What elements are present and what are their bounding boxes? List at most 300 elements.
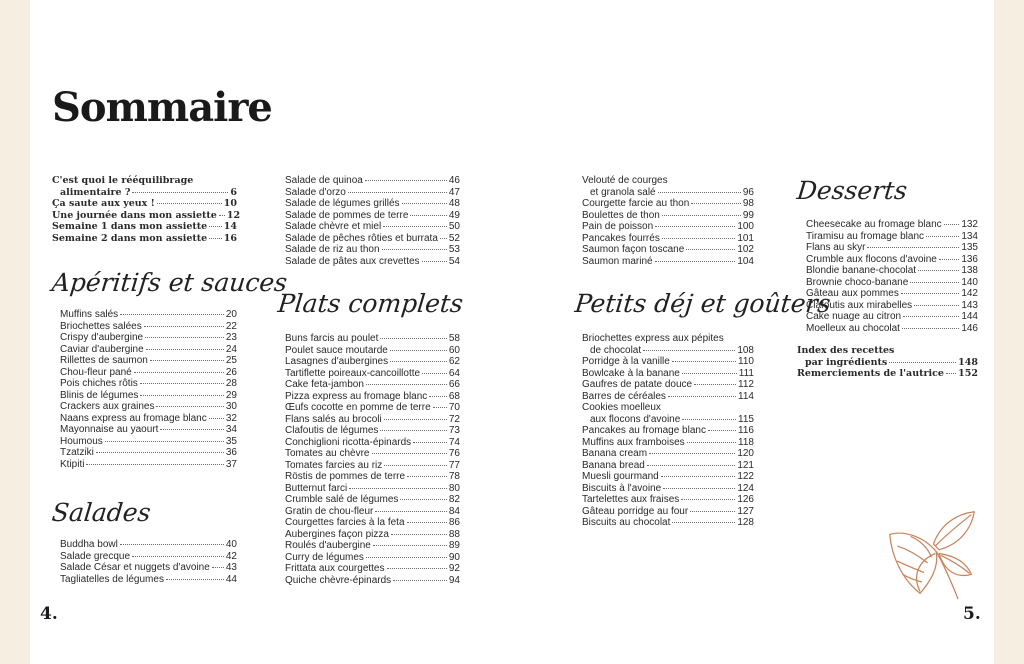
dot-leader [708, 430, 736, 431]
toc-entry [806, 231, 978, 243]
toc-entry [582, 414, 754, 426]
toc-entry-page: 110 [738, 356, 754, 367]
toc-entry [285, 368, 460, 380]
toc-entry [52, 209, 241, 222]
toc-entry [582, 460, 754, 472]
toc-entry [60, 401, 237, 413]
desserts-list [806, 219, 978, 334]
toc-entry [582, 448, 754, 460]
dot-leader [901, 293, 959, 294]
folio-right: 5. [963, 604, 981, 624]
toc-entry-label: Cake feta-jambon [285, 379, 364, 390]
toc-entry [285, 233, 460, 245]
toc-entry [285, 198, 460, 210]
toc-entry [806, 300, 978, 312]
toc-entry [60, 332, 237, 344]
toc-entry [582, 379, 754, 391]
toc-entry [285, 506, 460, 518]
dot-leader [120, 314, 224, 315]
dot-leader [663, 488, 735, 489]
toc-entry-page: 142 [961, 288, 978, 299]
dot-leader [132, 556, 224, 557]
toc-entry-label: Salade de pommes de terre [285, 209, 409, 221]
toc-entry [285, 563, 460, 575]
toc-entry-page: 58 [448, 333, 460, 344]
toc-entry [797, 357, 978, 369]
toc-entry-label: Tomates farcies au riz [285, 459, 383, 471]
toc-entry-label: Poulet sauce moutarde [285, 344, 388, 356]
toc-entry-page: 53 [448, 244, 460, 255]
toc-entry-label: par ingrédients [805, 356, 888, 368]
toc-entry-label: Flans au skyr [806, 242, 866, 253]
toc-entry [285, 425, 460, 437]
dot-leader [209, 238, 222, 239]
toc-entry-label: Briochettes salées [60, 320, 142, 332]
dot-leader [662, 238, 735, 239]
toc-entry-label: Crispy d'aubergine [60, 332, 144, 343]
toc-entry [285, 256, 460, 268]
toc-entry [582, 244, 754, 256]
toc-entry [806, 288, 978, 300]
dot-leader [372, 453, 447, 454]
toc-entry-page: 12 [226, 209, 241, 221]
toc-entry-label: Une journée dans mon assiette [52, 209, 217, 221]
toc-entry-page: 126 [737, 494, 754, 505]
toc-entry-page: 54 [448, 255, 460, 267]
toc-entry [582, 368, 754, 380]
toc-entry-page: 100 [737, 221, 754, 232]
toc-entry-page: 136 [961, 253, 978, 265]
toc-entry-label: et granola salé [590, 186, 656, 198]
toc-entry-label: Buddha bowl [60, 539, 118, 550]
dot-leader [209, 418, 224, 419]
section-title-aperitifs: Apéritifs et sauces [50, 268, 289, 297]
toc-entry-label: Crumble aux flocons d'avoine [806, 253, 937, 265]
toc-entry-label: Gâteau aux pommes [806, 288, 899, 299]
toc-entry-page: 62 [448, 356, 460, 367]
toc-entry-label: Röstis de pommes de terre [285, 471, 406, 482]
dot-leader [649, 453, 735, 454]
dot-leader [383, 226, 447, 227]
dot-leader [668, 396, 736, 397]
toc-entry-page: 138 [961, 265, 978, 276]
dot-leader [393, 580, 447, 581]
toc-entry [806, 277, 978, 289]
toc-entry-page: 96 [742, 186, 754, 198]
toc-entry-label: Salade chèvre et miel [285, 221, 382, 232]
toc-entry-page: 29 [225, 389, 237, 401]
toc-entry-page: 89 [448, 540, 460, 551]
toc-entry [60, 378, 237, 390]
toc-entry-label: Quiche chèvre-épinards [285, 574, 392, 586]
toc-entry-label: Banana bread [582, 459, 645, 471]
toc-entry [60, 562, 237, 574]
toc-entry-label: Crackers aux graines [60, 401, 155, 412]
dot-leader [410, 215, 446, 216]
dot-leader [647, 465, 735, 466]
dot-leader [910, 282, 959, 283]
dot-leader [939, 259, 959, 260]
toc-entry-page: 37 [225, 458, 237, 470]
dot-leader [373, 545, 447, 546]
toc-entry-label: Saumon mariné [582, 255, 653, 267]
dot-leader [889, 362, 956, 363]
toc-entry-page: 80 [448, 482, 460, 494]
toc-entry [285, 210, 460, 222]
toc-entry [285, 414, 460, 426]
toc-entry-label: Salade d'orzo [285, 186, 346, 198]
dot-leader [382, 249, 447, 250]
toc-entry-label: Salade de pâtes aux crevettes [285, 255, 420, 267]
toc-entry-label: Blinis de légumes [60, 389, 139, 401]
toc-entry [285, 575, 460, 587]
toc-entry [806, 219, 978, 231]
aperitifs-list [60, 309, 237, 470]
dot-leader [681, 499, 735, 500]
toc-entry-label: Ça saute aux yeux ! [52, 198, 155, 209]
toc-entry-label: Clafoutis aux mirabelles [806, 299, 913, 311]
toc-entry [806, 311, 978, 323]
appendix-list [797, 345, 978, 380]
section-title-desserts: Desserts [795, 176, 909, 205]
dot-leader [384, 419, 447, 420]
toc-entry-label: Conchiglioni ricotta-épinards [285, 436, 412, 448]
dot-leader [365, 180, 447, 181]
page-title: Sommaire [52, 84, 272, 131]
dot-leader [366, 384, 447, 385]
dot-leader [348, 192, 447, 193]
basil-leaf-illustration [884, 506, 979, 601]
dot-leader [422, 261, 447, 262]
toc-entry-label: Roulés d'aubergine [285, 540, 371, 551]
toc-entry [285, 494, 460, 506]
dot-leader [380, 338, 446, 339]
dot-leader [682, 373, 737, 374]
toc-entry-page: 10 [223, 198, 237, 209]
toc-entry-label: de chocolat [590, 344, 642, 356]
dot-leader [422, 373, 447, 374]
toc-entry-label: Tartiflette poireaux-cancoillotte [285, 367, 421, 379]
toc-entry-page: 48 [448, 198, 460, 209]
toc-entry [806, 265, 978, 277]
dot-leader [944, 224, 960, 225]
toc-entry-label: C'est quoi le rééquilibrage [52, 175, 194, 186]
toc-entry-label: Brownie choco-banane [806, 276, 909, 288]
toc-entry [582, 506, 754, 518]
toc-entry-page: 16 [223, 232, 237, 244]
dot-leader [157, 203, 222, 204]
toc-entry-page: 140 [961, 276, 978, 288]
toc-entry-label: Frittata aux courgettes [285, 563, 385, 574]
toc-entry-label: Pancakes au fromage blanc [582, 425, 706, 436]
toc-entry [60, 447, 237, 459]
dot-leader [643, 350, 735, 351]
toc-entry-label: Salade César et nuggets d'avoine [60, 562, 210, 573]
toc-entry-label: Saumon façon toscane [582, 244, 685, 255]
salades-continued-list [285, 175, 460, 267]
toc-entry-page: 20 [225, 309, 237, 320]
toc-entry [797, 345, 978, 357]
dot-leader [914, 305, 959, 306]
dot-leader [390, 350, 447, 351]
dot-leader [156, 406, 223, 407]
toc-entry-label: Flans salés au brocoli [285, 413, 382, 425]
toc-entry [60, 539, 237, 551]
toc-entry-page: 132 [961, 219, 978, 230]
toc-entry-label: Mayonnaise au yaourt [60, 424, 159, 435]
toc-entry-page: 72 [448, 413, 460, 425]
toc-entry-page: 68 [448, 390, 460, 402]
toc-entry-label: Muesli gourmand [582, 471, 659, 482]
toc-entry [60, 436, 237, 448]
toc-entry-label: Tzatziki [60, 447, 94, 458]
toc-entry [285, 529, 460, 541]
dot-leader [658, 192, 741, 193]
toc-entry-page: 108 [737, 344, 754, 356]
dot-leader [429, 396, 447, 397]
toc-entry [52, 233, 237, 245]
toc-entry-page: 92 [448, 563, 460, 574]
toc-entry-label: Muffins aux framboises [582, 436, 685, 448]
toc-entry-page: 104 [737, 255, 754, 267]
dot-leader [691, 203, 741, 204]
toc-entry [60, 309, 237, 321]
toc-entry [806, 323, 978, 335]
toc-entry-page: 66 [448, 379, 460, 390]
toc-entry [806, 242, 978, 254]
plats-list [285, 333, 460, 586]
toc-entry-label: Gâteau porridge au four [582, 505, 689, 517]
toc-entry-label: Chou-fleur pané [60, 366, 132, 378]
toc-entry-label: Salade de riz au thon [285, 244, 380, 255]
toc-entry [60, 574, 237, 586]
toc-entry-label: Crumble salé de légumes [285, 494, 399, 505]
toc-entry-page: 47 [448, 186, 460, 198]
toc-entry-label: Tiramisu au fromage blanc [806, 230, 925, 242]
toc-entry-page: 14 [223, 221, 237, 232]
toc-entry-label: Naans express au fromage blanc [60, 412, 207, 424]
toc-entry-page: 30 [225, 401, 237, 412]
dot-leader [867, 247, 959, 248]
toc-entry [60, 413, 237, 425]
dot-leader [144, 326, 224, 327]
dot-leader [145, 337, 224, 338]
toc-entry-page: 135 [961, 242, 978, 253]
dot-leader [366, 557, 447, 558]
toc-entry-page: 44 [225, 573, 237, 585]
dot-leader [390, 361, 447, 362]
toc-entry [582, 345, 754, 357]
toc-entry [582, 187, 754, 199]
toc-entry-label: Tartelettes aux fraises [582, 494, 680, 505]
dot-leader [140, 395, 224, 396]
toc-entry-page: 78 [448, 471, 460, 482]
toc-entry-label: Muffins salés [60, 309, 119, 320]
toc-entry-page: 22 [225, 320, 237, 332]
toc-entry-page: 152 [958, 368, 978, 379]
toc-entry [285, 437, 460, 449]
toc-entry-page: 122 [737, 471, 754, 482]
toc-entry-page: 94 [448, 574, 460, 586]
dot-leader [672, 522, 735, 523]
toc-entry-page: 84 [448, 505, 460, 517]
dot-leader [662, 215, 741, 216]
toc-entry-label: Semaine 1 dans mon assiette [52, 221, 208, 232]
toc-entry-page: 73 [448, 425, 460, 436]
toc-entry-label: Rillettes de saumon [60, 355, 148, 366]
toc-entry-label: Semaine 2 dans mon assiette [52, 232, 208, 244]
toc-entry-page: 32 [225, 412, 237, 424]
toc-entry-label: Pancakes fourrés [582, 232, 660, 244]
toc-entry-label: Gaufres de patate douce [582, 379, 693, 390]
toc-entry-page: 43 [225, 562, 237, 573]
toc-entry-label: Œufs cocotte en pomme de terre [285, 402, 431, 413]
dot-leader [407, 522, 447, 523]
toc-entry-page: 42 [225, 550, 237, 562]
toc-entry-page: 124 [737, 482, 754, 494]
dot-leader [402, 203, 447, 204]
toc-entry [582, 233, 754, 245]
toc-entry-page: 144 [961, 311, 978, 322]
toc-entry-label: Index des recettes [797, 345, 895, 356]
dot-leader [690, 511, 735, 512]
toc-entry-page: 70 [448, 402, 460, 413]
toc-entry [285, 175, 460, 187]
toc-entry-page: 64 [448, 367, 460, 379]
toc-entry-label: Barres de céréales [582, 390, 666, 402]
toc-entry-page: 86 [448, 517, 460, 528]
toc-entry [285, 187, 460, 199]
dot-leader [672, 361, 736, 362]
toc-entry [582, 517, 754, 529]
dot-leader [433, 407, 447, 408]
dot-leader [86, 464, 223, 465]
toc-entry-page: 77 [448, 459, 460, 471]
toc-entry-label: Courgettes farcies à la feta [285, 517, 405, 528]
toc-entry-label: Bowlcake à la banane [582, 367, 680, 379]
section-title-petits-dej: Petits déj et goûters [573, 289, 832, 318]
toc-entry [285, 333, 460, 345]
toc-entry-label: Tagliatelles de légumes [60, 573, 164, 585]
toc-entry [52, 187, 237, 199]
dot-leader [926, 236, 959, 237]
toc-entry-page: 112 [738, 379, 754, 390]
toc-entry-label: Briochettes express aux pépites [582, 333, 724, 344]
toc-entry-page: 102 [737, 244, 754, 255]
toc-entry-page: 114 [738, 390, 754, 402]
toc-entry-label: Pois chiches rôtis [60, 378, 138, 389]
toc-entry [285, 483, 460, 495]
toc-entry-label: Ktipiti [60, 458, 85, 470]
toc-entry [60, 390, 237, 402]
salades-list [60, 539, 237, 585]
toc-entry-label: Biscuits au chocolat [582, 517, 671, 528]
toc-entry-page: 101 [737, 232, 754, 244]
dot-leader [140, 383, 224, 384]
toc-entry [285, 471, 460, 483]
toc-entry [582, 391, 754, 403]
toc-entry-page: 6 [230, 186, 237, 198]
toc-entry-page: 52 [448, 232, 460, 244]
dot-leader [209, 226, 222, 227]
toc-entry-page: 50 [448, 221, 460, 232]
dot-leader [655, 261, 736, 262]
toc-entry [52, 175, 237, 187]
toc-entry-page: 120 [737, 448, 754, 459]
toc-entry [582, 494, 754, 506]
toc-entry [60, 355, 237, 367]
toc-entry-label: Blondie banane-chocolat [806, 265, 917, 276]
toc-entry-page: 128 [737, 517, 754, 528]
toc-entry-page: 88 [448, 528, 460, 540]
dot-leader [150, 360, 224, 361]
toc-entry-label: Velouté de courges [582, 175, 668, 186]
dot-leader [120, 544, 224, 545]
section-title-salades: Salades [50, 498, 153, 527]
dot-leader [413, 442, 447, 443]
toc-entry-label: Salade de légumes grillés [285, 198, 400, 209]
toc-entry [582, 471, 754, 483]
dot-leader [440, 238, 447, 239]
dot-leader [661, 476, 736, 477]
toc-entry-page: 111 [738, 367, 754, 379]
toc-entry-label: Cheesecake au fromage blanc [806, 219, 942, 230]
toc-entry-page: 49 [448, 209, 460, 221]
leaf-front-outline [890, 533, 937, 593]
toc-entry [60, 367, 237, 379]
dot-leader [407, 476, 447, 477]
folio-left: 4. [40, 604, 58, 624]
toc-entry [582, 221, 754, 233]
dot-leader [166, 579, 224, 580]
dot-leader [686, 249, 735, 250]
dot-leader [687, 442, 736, 443]
toc-entry-label: Lasagnes d'aubergines [285, 356, 389, 367]
toc-entry [582, 425, 754, 437]
toc-entry-label: Salade grecque [60, 550, 131, 562]
toc-entry-label: Caviar d'aubergine [60, 343, 144, 355]
toc-entry-label: Cookies moelleux [582, 402, 661, 413]
dot-leader [380, 430, 446, 431]
toc-entry-label: Curry de légumes [285, 551, 364, 563]
toc-entry [582, 210, 754, 222]
toc-entry-page: 98 [742, 198, 754, 209]
toc-entry-label: Boulettes de thon [582, 209, 660, 221]
toc-entry-label: Houmous [60, 435, 103, 447]
toc-entry [285, 391, 460, 403]
toc-entry-page: 34 [225, 424, 237, 435]
toc-entry [285, 460, 460, 472]
toc-entry-page: 40 [225, 539, 237, 550]
dot-leader [212, 567, 224, 568]
intro-list [52, 175, 241, 244]
toc-entry-page: 25 [225, 355, 237, 366]
toc-entry [60, 344, 237, 356]
dot-leader [384, 465, 447, 466]
toc-entry [285, 244, 460, 256]
toc-entry-label: Cake nuage au citron [806, 311, 902, 322]
toc-entry-label: Tomates au chèvre [285, 448, 370, 459]
dot-leader [132, 192, 228, 193]
toc-entry [60, 424, 237, 436]
dot-leader [105, 441, 224, 442]
toc-entry [582, 175, 754, 187]
toc-entry [60, 459, 237, 471]
dot-leader [391, 534, 447, 535]
toc-entry-page: 118 [738, 436, 754, 448]
dot-leader [134, 372, 224, 373]
toc-entry-label: Buns farcis au poulet [285, 333, 379, 344]
